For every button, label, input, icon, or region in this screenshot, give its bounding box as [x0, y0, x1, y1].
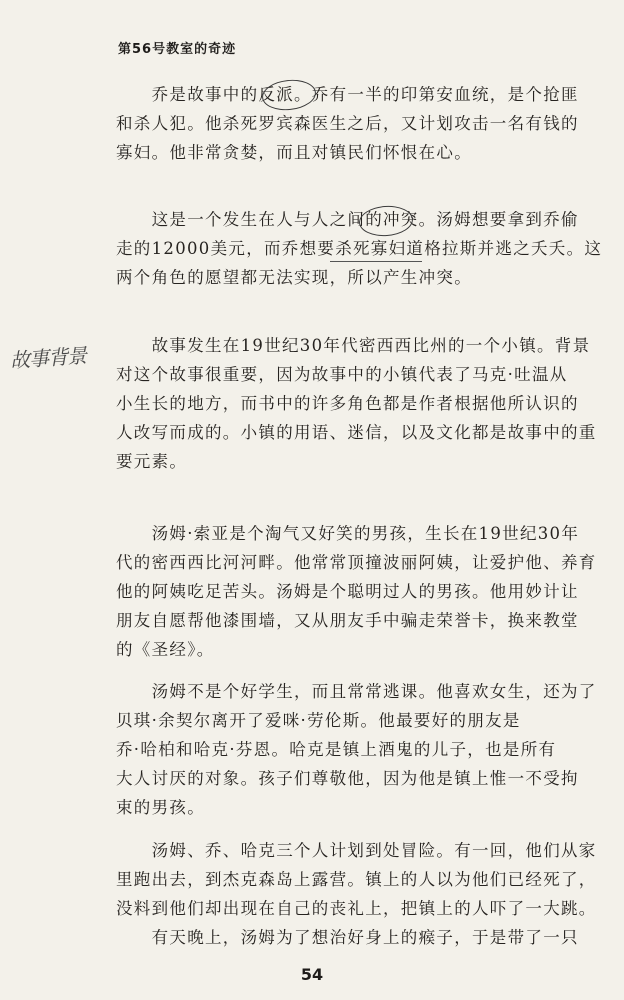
paragraph-tom-intro: 汤姆·索亚是个淘气又好笑的男孩，生长在19世纪30年 代的密西西比河河畔。他常常顶撞波丽阿姨，让爱护他、养育 他的阿姨吃足苦头。汤姆是个聪明过人的男孩。他用妙计让 朋友自愿帮他漆围墙，又从朋友手中骗走荣誉卡，换来教堂 的《圣经》。 [116, 524, 597, 659]
running-header: 第56号教室的奇迹 [118, 42, 237, 57]
paragraph-antagonist: 乔是故事中的反派。乔有一半的印第安血统，是个抢匪 和杀人犯。他杀死罗宾森医生之后，又计划攻击一名有钱的 寡妇。他非常贪婪，而且对镇民们怀恨在心。 [116, 85, 579, 162]
handwritten-margin-note: 故事背景 [9, 343, 87, 373]
paragraph-adventure: 汤姆、乔、哈克三个人计划到处冒险。有一回，他们从家 里跑出去，到杰克森岛上露营。镇上的人以为他们已经死了， 没料到他们却出现在自己的丧礼上，把镇上的人吓了一大跳。 有天晚上，汤姆为了想治好身上的瘊子，于是带了一只 [116, 841, 597, 947]
page-number: 54 [300, 965, 324, 984]
paragraph-setting: 故事发生在19世纪30年代密西西比州的一个小镇。背景 对这个故事很重要，因为故事中的小镇代表了马克·吐温从 小生长的地方，而书中的许多角色都是作者根据他所认识的 人改写而成的。小镇的用语、迷信，以及文化都是故事中的重 要元素。 [116, 336, 597, 471]
paragraph-conflict: 这是一个发生在人与人之间的冲突。汤姆想要拿到乔偷 走的12000美元，而乔想要杀死寡妇道格拉斯并逃之夭夭。这 两个角色的愿望都无法实现，所以产生冲突。 [116, 210, 603, 287]
paragraph-tom-school: 汤姆不是个好学生，而且常常逃课。他喜欢女生，还为了 贝琪·余契尔离开了爱咪·劳伦斯。他最要好的朋友是 乔·哈柏和哈克·芬恩。哈克是镇上酒鬼的儿子，也是所有 大人讨厌的对象。孩子们尊敬他，因为他是镇上惟一不受拘 束的男孩。 [116, 682, 597, 817]
pen-underline-mark [330, 261, 422, 262]
